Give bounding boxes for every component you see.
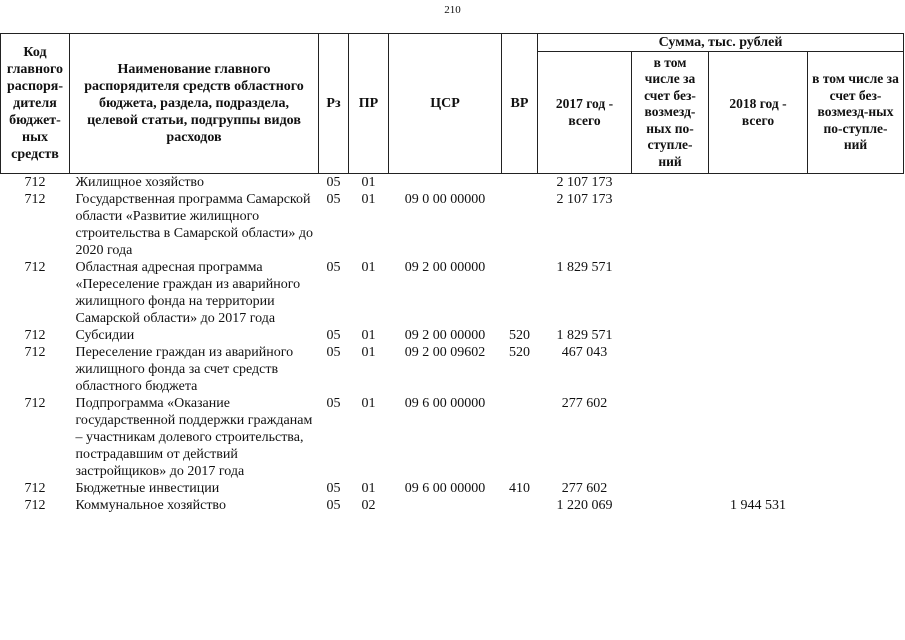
name-cell: Бюджетные инвестиции <box>75 481 220 496</box>
rz-cell: 05 <box>326 192 341 207</box>
csr-cell <box>389 497 502 514</box>
header-sum: Сумма, тыс. рублей <box>538 34 904 52</box>
sum-2017-cell: 467 043 <box>561 345 608 360</box>
free-2017-cell <box>632 191 709 259</box>
free-2018-cell <box>808 259 904 327</box>
sum-2017-cell: 2 107 173 <box>556 175 613 190</box>
code-cell: 712 <box>24 498 46 513</box>
sum-2017-cell: 1 829 571 <box>556 260 613 275</box>
vr-cell: 410 <box>509 481 530 496</box>
header-pr: ПР <box>349 34 389 174</box>
free-2018-cell <box>808 344 904 395</box>
csr-cell: 09 6 00 00000 <box>404 396 486 411</box>
name-cell: Жилищное хозяйство <box>75 175 204 190</box>
rz-cell: 05 <box>326 345 341 360</box>
free-2018-cell <box>808 174 904 192</box>
rz-cell: 05 <box>326 498 341 513</box>
pr-cell: 01 <box>361 345 376 360</box>
rz-cell: 05 <box>326 328 341 343</box>
pr-cell: 01 <box>361 328 376 343</box>
free-2017-cell <box>632 259 709 327</box>
name-cell: Переселение граждан из аварийного жилищного фонда за счет средств областного бюджета <box>75 345 294 394</box>
free-2017-cell <box>632 497 709 514</box>
vr-cell <box>502 395 538 480</box>
vr-cell <box>502 191 538 259</box>
free-2017-cell <box>632 395 709 480</box>
rz-cell: 05 <box>326 260 341 275</box>
header-2017-free: в том числе за счет без-возмезд-ных по-ступле-ний <box>632 52 709 174</box>
vr-cell <box>502 497 538 514</box>
sum-2017-cell: 277 602 <box>561 481 608 496</box>
rz-cell: 05 <box>326 396 341 411</box>
name-cell: Субсидии <box>75 328 135 343</box>
sum-2018-cell: 1 944 531 <box>730 498 786 513</box>
pr-cell: 01 <box>361 396 376 411</box>
sum-2017-cell: 1 220 069 <box>556 498 613 513</box>
table-row <box>1 174 904 192</box>
table-row <box>1 191 904 259</box>
sum-2018-cell <box>709 480 808 497</box>
free-2017-cell <box>632 480 709 497</box>
free-2018-cell <box>808 191 904 259</box>
csr-cell: 09 6 00 00000 <box>404 481 486 496</box>
table-row <box>1 395 904 480</box>
vr-cell <box>502 174 538 192</box>
sum-2018-cell <box>709 395 808 480</box>
name-cell: Подпрограмма «Оказание государственной поддержки гражданам – участникам долевого строительства, пострадавшим от действий застройщиков» до 2017 года <box>75 396 313 479</box>
sum-2018-cell <box>709 191 808 259</box>
pr-cell: 01 <box>361 192 376 207</box>
pr-cell: 01 <box>361 260 376 275</box>
vr-cell <box>502 259 538 327</box>
rz-cell: 05 <box>326 481 341 496</box>
name-cell: Областная адресная программа «Переселение граждан из аварийного жилищного фонда на территории Самарской области» до 2017 года <box>75 260 301 326</box>
header-code: Код главного распоря-дителя бюджет-ных средств <box>1 34 70 174</box>
budget-table <box>0 33 904 514</box>
free-2017-cell <box>632 344 709 395</box>
vr-cell: 520 <box>509 328 530 343</box>
free-2018-cell <box>808 395 904 480</box>
rz-cell: 05 <box>326 175 341 190</box>
sum-2017-cell: 1 829 571 <box>556 328 613 343</box>
sum-2018-cell <box>709 344 808 395</box>
pr-cell: 01 <box>361 481 376 496</box>
table-row <box>1 497 904 514</box>
header-name: Наименование главного распорядителя средств областного бюджета, раздела, подраздела, целевой статьи, подгруппы видов расходов <box>70 34 319 174</box>
code-cell: 712 <box>24 175 46 190</box>
csr-cell: 09 2 00 00000 <box>404 328 486 343</box>
header-vr: ВР <box>502 34 538 174</box>
free-2017-cell <box>632 327 709 344</box>
code-cell: 712 <box>24 345 46 360</box>
header-2018-total: 2018 год - всего <box>709 52 808 174</box>
free-2018-cell <box>808 327 904 344</box>
table-row <box>1 480 904 497</box>
code-cell: 712 <box>24 328 46 343</box>
sum-2018-cell <box>709 259 808 327</box>
csr-cell: 09 0 00 00000 <box>404 192 486 207</box>
table-body <box>1 174 904 515</box>
sum-2017-cell: 2 107 173 <box>556 192 613 207</box>
csr-cell: 09 2 00 00000 <box>404 260 486 275</box>
pr-cell: 02 <box>361 498 376 513</box>
free-2018-cell <box>808 497 904 514</box>
free-2017-cell <box>632 174 709 192</box>
free-2018-cell <box>808 480 904 497</box>
code-cell: 712 <box>24 396 46 411</box>
pr-cell: 01 <box>361 175 376 190</box>
name-cell: Коммунальное хозяйство <box>75 498 226 513</box>
sum-2017-cell: 277 602 <box>561 396 608 411</box>
code-cell: 712 <box>24 260 46 275</box>
csr-cell: 09 2 00 09602 <box>404 345 486 360</box>
header-rz: Рз <box>319 34 349 174</box>
table-row <box>1 344 904 395</box>
name-cell: Государственная программа Самарской области «Развитие жилищного строительства в Самарской области» до 2020 года <box>75 192 314 258</box>
sum-2018-cell <box>709 327 808 344</box>
table-row <box>1 327 904 344</box>
csr-cell <box>389 174 502 192</box>
table-header <box>1 34 904 174</box>
header-csr: ЦСР <box>389 34 502 174</box>
code-cell: 712 <box>24 192 46 207</box>
header-2017-total: 2017 год - всего <box>538 52 632 174</box>
page-number: 210 <box>444 4 461 16</box>
vr-cell: 520 <box>509 345 530 360</box>
table-row <box>1 259 904 327</box>
sum-2018-cell <box>709 174 808 192</box>
code-cell: 712 <box>24 481 46 496</box>
header-2018-free: в том числе за счет без-возмезд-ных по-ступле-ний <box>808 52 904 174</box>
